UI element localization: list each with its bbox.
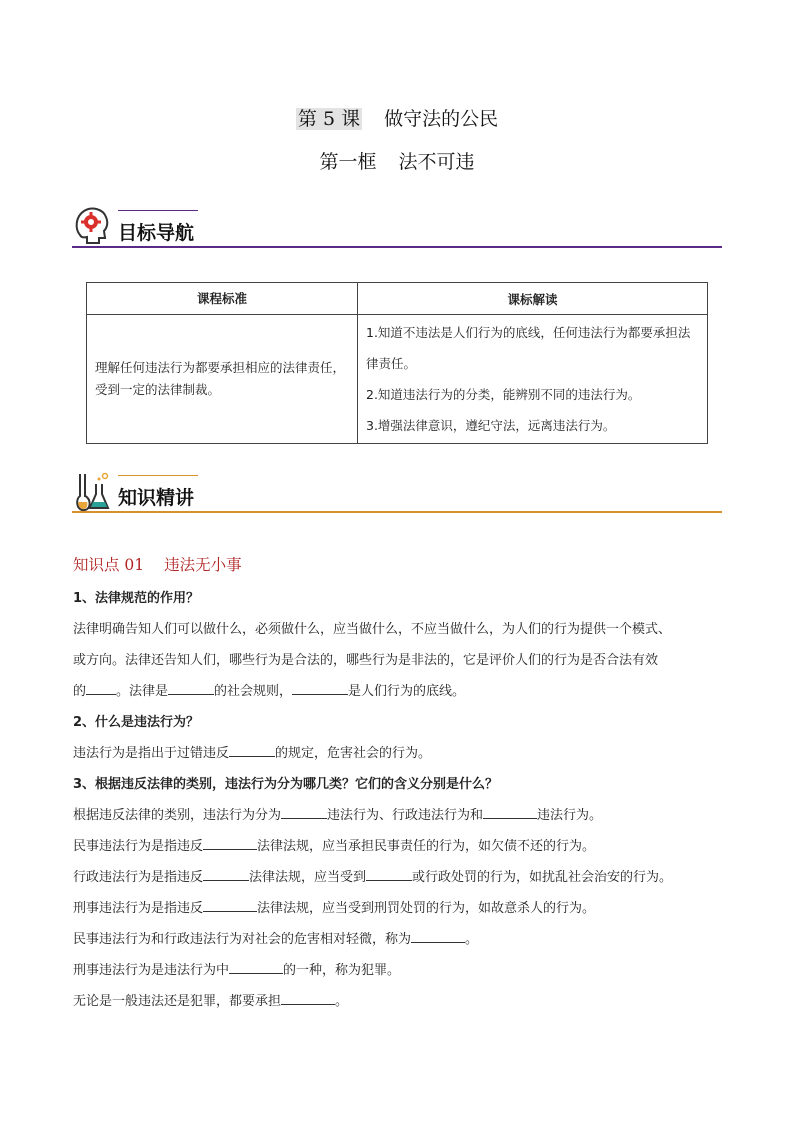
standard-cell: 理解任何违法行为都要承担相应的法律责任，受到一定的法律制裁。 (87, 315, 358, 444)
fill-blank[interactable] (203, 866, 249, 881)
curriculum-standards-table (86, 282, 708, 444)
column-header-standard: 课程标准 (87, 283, 358, 315)
fill-blank[interactable] (168, 680, 214, 695)
section-underline (72, 246, 722, 248)
paragraph-line: 的 。法律是 的社会规则， 是人们行为的底线。 (73, 676, 733, 707)
knowledge-point-name: 违法无小事 (164, 556, 242, 574)
paragraph-line: 民事违法行为是指违反 法律法规，应当承担民事责任的行为，如欠债不还的行为。 (73, 831, 733, 862)
frame-title (0, 147, 794, 174)
lesson-name: 做守法的公民 (384, 108, 499, 130)
fill-blank[interactable] (203, 897, 257, 912)
fill-blank[interactable] (86, 680, 116, 695)
paragraph-line: 刑事违法行为是指违反 法律法规，应当受到刑罚处罚的行为，如故意杀人的行为。 (73, 893, 733, 924)
lesson-number: 第 5 课 (297, 108, 361, 130)
question-heading: 3、根据违反法律的类别，违法行为分为哪几类？它们的含义分别是什么？ (73, 777, 499, 792)
interpretation-item: 3.增强法律意识，遵纪守法，远离违法行为。 (366, 418, 616, 433)
interpretation-cell (358, 315, 708, 444)
table-row (87, 315, 708, 444)
section-deco-line (118, 475, 198, 476)
paragraph-line: 违法行为是指出于过错违反 的规定，危害社会的行为。 (73, 738, 733, 769)
paragraph-line: 无论是一般违法还是犯罪，都要承担 。 (73, 986, 733, 1017)
fill-blank[interactable] (229, 959, 283, 974)
section-heading: 目标导航 (118, 222, 195, 244)
fill-blank[interactable] (292, 680, 348, 695)
section-underline (72, 511, 722, 513)
section-knowledge (72, 470, 722, 514)
section-goal-nav (72, 205, 722, 249)
paragraph-line: 法律明确告知人们可以做什么，必须做什么，应当做什么，不应当做什么，为人们的行为提供一个模式、 (73, 622, 672, 637)
fill-blank[interactable] (366, 866, 412, 881)
lab-flask-icon (72, 470, 112, 512)
knowledge-point-title (73, 553, 242, 575)
frame-name: 法不可违 (398, 151, 475, 173)
knowledge-point-number: 知识点 01 (73, 556, 145, 574)
interpretation-item: 2.知道违法行为的分类，能辨别不同的违法行为。 (366, 387, 641, 402)
table-header-row (87, 283, 708, 315)
frame-number: 第一框 (319, 151, 377, 173)
fill-blank[interactable] (483, 804, 537, 819)
column-header-interpretation: 课标解读 (358, 283, 708, 315)
lesson-title (0, 104, 794, 131)
paragraph-line: 民事违法行为和行政违法行为对社会的危害相对轻微，称为 。 (73, 924, 733, 955)
fill-blank[interactable] (281, 990, 335, 1005)
fill-blank[interactable] (229, 742, 275, 757)
section-heading: 知识精讲 (118, 487, 195, 509)
question-heading: 2、什么是违法行为？ (73, 715, 200, 730)
fill-blank[interactable] (281, 804, 327, 819)
interpretation-item: 1.知道不违法是人们行为的底线，任何违法行为都要承担法律责任。 (366, 325, 691, 371)
fill-blank[interactable] (411, 928, 465, 943)
fill-blank[interactable] (203, 835, 257, 850)
question-heading: 1、法律规范的作用？ (73, 591, 200, 606)
section-deco-line (118, 210, 198, 211)
paragraph-line: 行政违法行为是指违反 法律法规，应当受到 或行政处罚的行为，如扰乱社会治安的行为。 (73, 862, 733, 893)
knowledge-content (73, 583, 733, 1017)
paragraph-line: 或方向。法律还告知人们，哪些行为是合法的，哪些行为是非法的，它是评价人们的行为是否合法有效 (73, 653, 659, 668)
brain-gear-icon (72, 205, 112, 247)
paragraph-line: 根据违反法律的类别，违法行为分为 违法行为、行政违法行为和 违法行为。 (73, 800, 733, 831)
paragraph-line: 刑事违法行为是违法行为中 的一种，称为犯罪。 (73, 955, 733, 986)
